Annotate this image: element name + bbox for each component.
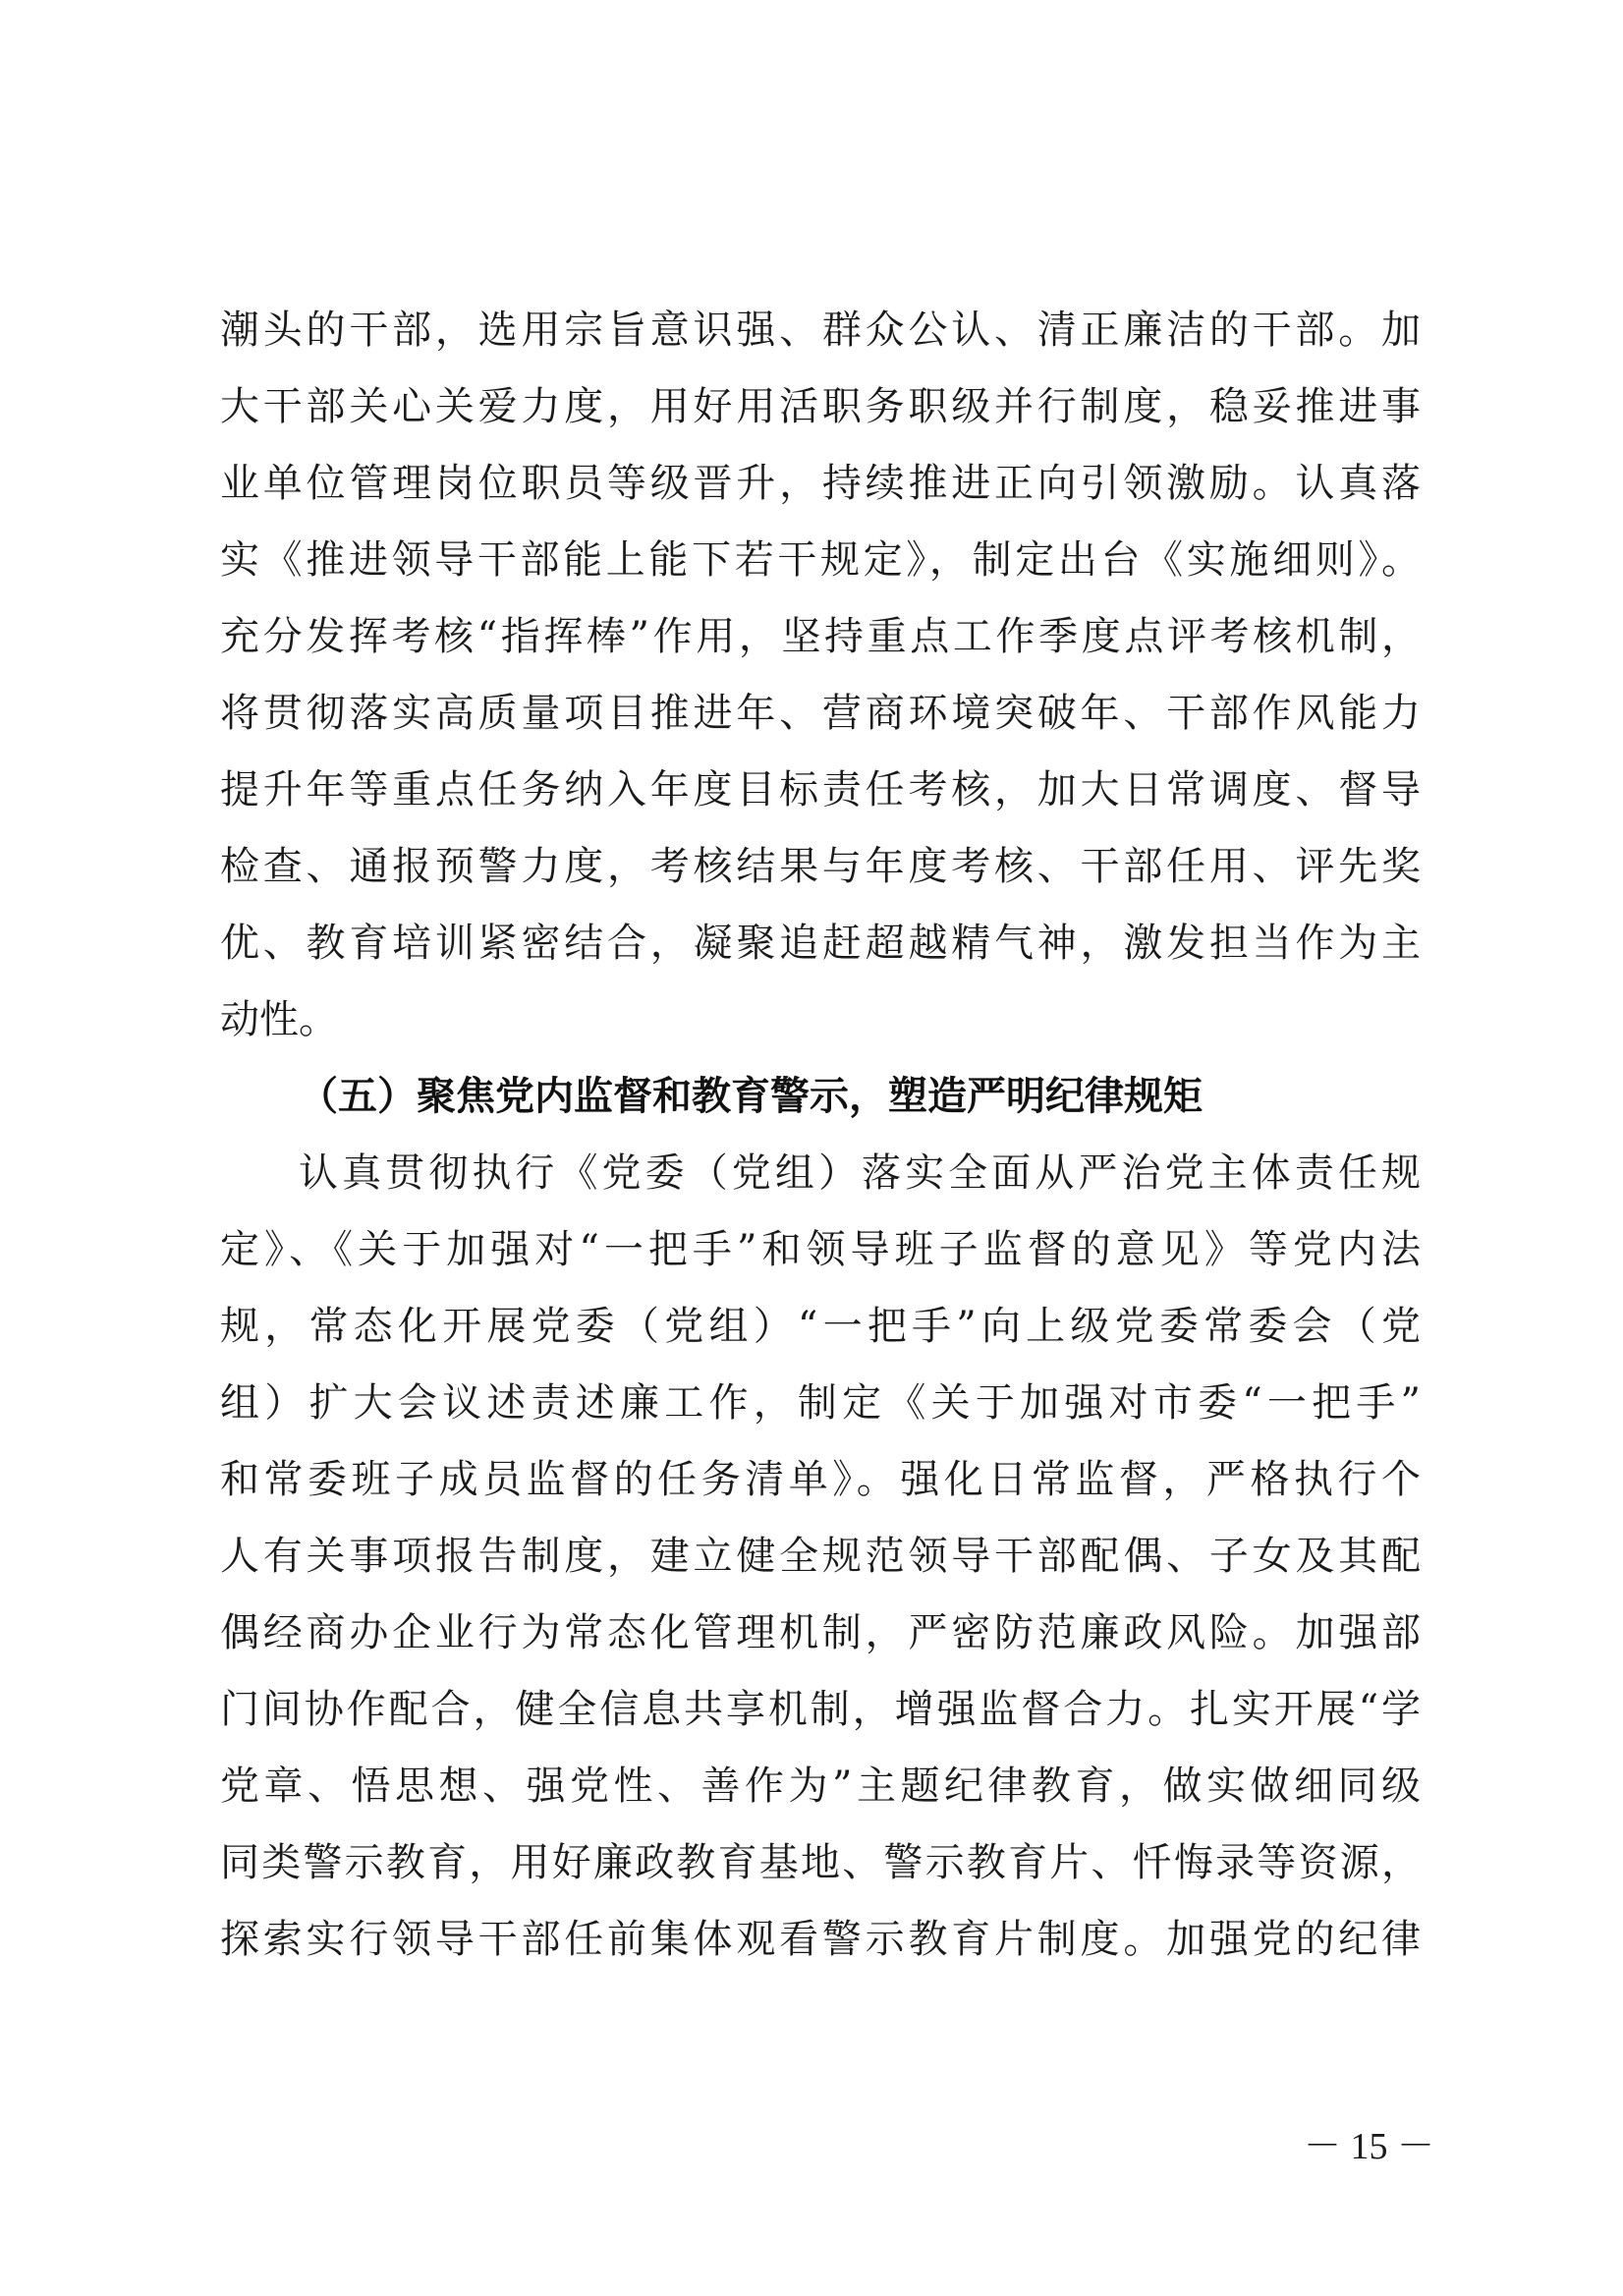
paragraph-line: 探索实行领导干部任前集体观看警示教育片制度。加强党的纪律: [220, 1917, 1421, 1962]
paragraph-line: 同类警示教育，用好廉政教育基地、警示教育片、忏悔录等资源，: [220, 1840, 1421, 1885]
paragraph-line: 充分发挥考核“指挥棒”作用，坚持重点工作季度点评考核机制，: [220, 614, 1421, 659]
paragraph-line: 优、教育培训紧密结合，凝聚追赶超越精气神，激发担当作为主: [220, 921, 1421, 966]
paragraph-line: 潮头的干部，选用宗旨意识强、群众公认、清正廉洁的干部。加: [220, 308, 1421, 353]
paragraph-line: 组）扩大会议述责述廉工作，制定《关于加强对市委“一把手”: [220, 1380, 1421, 1426]
paragraph-line: 动性。: [220, 997, 338, 1042]
paragraph-line: 门间协作配合，健全信息共享机制，增强监督合力。扎实开展“学: [220, 1687, 1421, 1732]
paragraph-line: 提升年等重点任务纳入年度目标责任考核，加大日常调度、督导: [220, 767, 1421, 812]
page-number: － 15 －: [1303, 2126, 1434, 2167]
section-heading: （五）聚焦党内监督和教育警示，塑造严明纪律规矩: [299, 1073, 1203, 1119]
paragraph-line: 认真贯彻执行《党委（党组）落实全面从严治党主体责任规: [299, 1150, 1421, 1196]
paragraph-line: 检查、通报预警力度，考核结果与年度考核、干部任用、评先奖: [220, 844, 1421, 889]
paragraph-line: 定》、《关于加强对“一把手”和领导班子监督的意见》等党内法: [220, 1227, 1421, 1272]
paragraph-line: 业单位管理岗位职员等级晋升，持续推进正向引领激励。认真落: [220, 461, 1421, 506]
paragraph-line: 实《推进领导干部能上能下若干规定》，制定出台《实施细则》。: [220, 537, 1421, 583]
paragraph-line: 规，常态化开展党委（党组）“一把手”向上级党委常委会（党: [220, 1304, 1421, 1349]
paragraph-line: 党章、悟思想、强党性、善作为”主题纪律教育，做实做细同级: [220, 1764, 1421, 1809]
paragraph-line: 和常委班子成员监督的任务清单》。强化日常监督，严格执行个: [220, 1457, 1421, 1502]
paragraph-line: 将贯彻落实高质量项目推进年、营商环境突破年、干部作风能力: [220, 691, 1421, 736]
paragraph-line: 偶经商办企业行为常态化管理机制，严密防范廉政风险。加强部: [220, 1610, 1421, 1655]
paragraph-line: 大干部关心关爱力度，用好用活职务职级并行制度，稳妥推进事: [220, 384, 1421, 429]
paragraph-line: 人有关事项报告制度，建立健全规范领导干部配偶、子女及其配: [220, 1534, 1421, 1579]
